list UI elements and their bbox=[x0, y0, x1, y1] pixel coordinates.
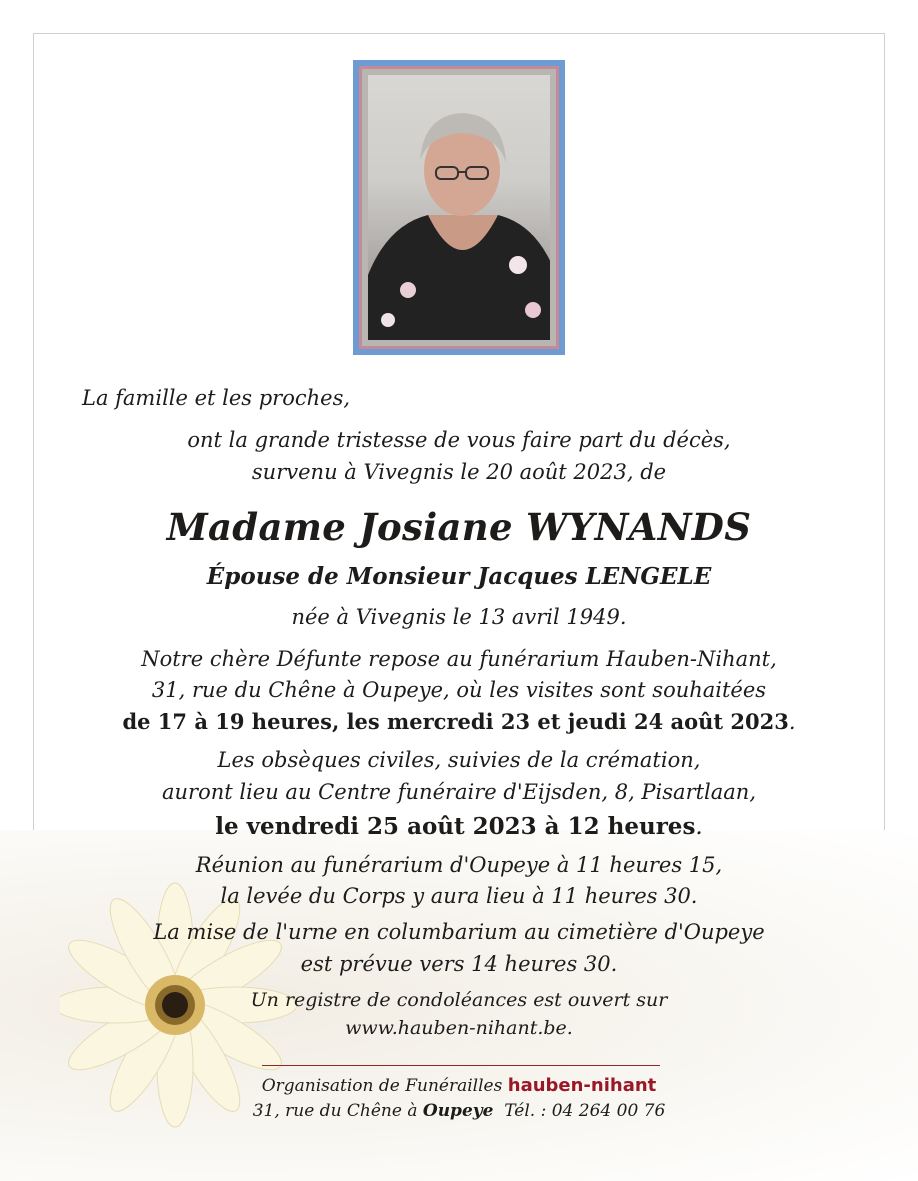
meeting-line-2: la levée du Corps y aura lieu à 11 heures 30. bbox=[220, 884, 698, 908]
announce-line-1: ont la grande tristesse de vous faire part du décès, bbox=[187, 428, 731, 452]
rest-line-2: 31, rue du Chêne à Oupeye, où les visites sont souhaitées bbox=[151, 678, 767, 702]
visits-bold: de 17 à 19 heures, les mercredi 23 et jeudi 24 août 2023 bbox=[122, 709, 789, 734]
announce-line-2: survenu à Vivegnis le 20 août 2023, de bbox=[251, 460, 667, 484]
deceased-name: Madame Josiane WYNANDS bbox=[166, 505, 752, 549]
urn-line-1: La mise de l'urne en columbarium au cimetière d'Oupeye bbox=[153, 920, 765, 944]
birth-line: née à Vivegnis le 13 avril 1949. bbox=[291, 605, 627, 629]
ceremony-date-bold: le vendredi 25 août 2023 à 12 heures bbox=[215, 813, 696, 840]
register-link[interactable]: www.hauben-nihant.be. bbox=[345, 1017, 573, 1039]
ceremony-date-line: le vendredi 25 août 2023 à 12 heures. bbox=[215, 813, 703, 840]
urn-line-2: est prévue vers 14 heures 30. bbox=[300, 952, 618, 976]
portrait-frame bbox=[353, 60, 565, 355]
footer-organisation: Organisation de Funérailles hauben-nihant bbox=[261, 1075, 657, 1096]
visits-line: de 17 à 19 heures, les mercredi 23 et jeudi 24 août 2023. bbox=[122, 709, 796, 734]
register-line-1: Un registre de condoléances est ouvert sur bbox=[250, 989, 668, 1011]
footer-address: 31, rue du Chêne à Oupeye Tél. : 04 264 00 76 bbox=[252, 1101, 666, 1121]
spouse-line: Épouse de Monsieur Jacques LENGELE bbox=[206, 563, 712, 590]
footer-phone: Tél. : 04 264 00 76 bbox=[504, 1101, 666, 1121]
portrait-photo bbox=[368, 75, 550, 340]
intro-line: La famille et les proches, bbox=[82, 386, 351, 410]
ceremony-line-2: auront lieu au Centre funéraire d'Eijsden, 8, Pisartlaan, bbox=[162, 780, 756, 804]
meeting-line-1: Réunion au funérarium d'Oupeye à 11 heures 15, bbox=[195, 853, 723, 877]
portrait-figure bbox=[368, 75, 550, 340]
footer-divider bbox=[262, 1065, 660, 1066]
ceremony-line-1: Les obsèques civiles, suivies de la crémation, bbox=[217, 748, 701, 772]
rest-line-1: Notre chère Défunte repose au funérarium Hauben-Nihant, bbox=[141, 647, 777, 671]
brand-logo-text: hauben-nihant bbox=[507, 1075, 657, 1096]
